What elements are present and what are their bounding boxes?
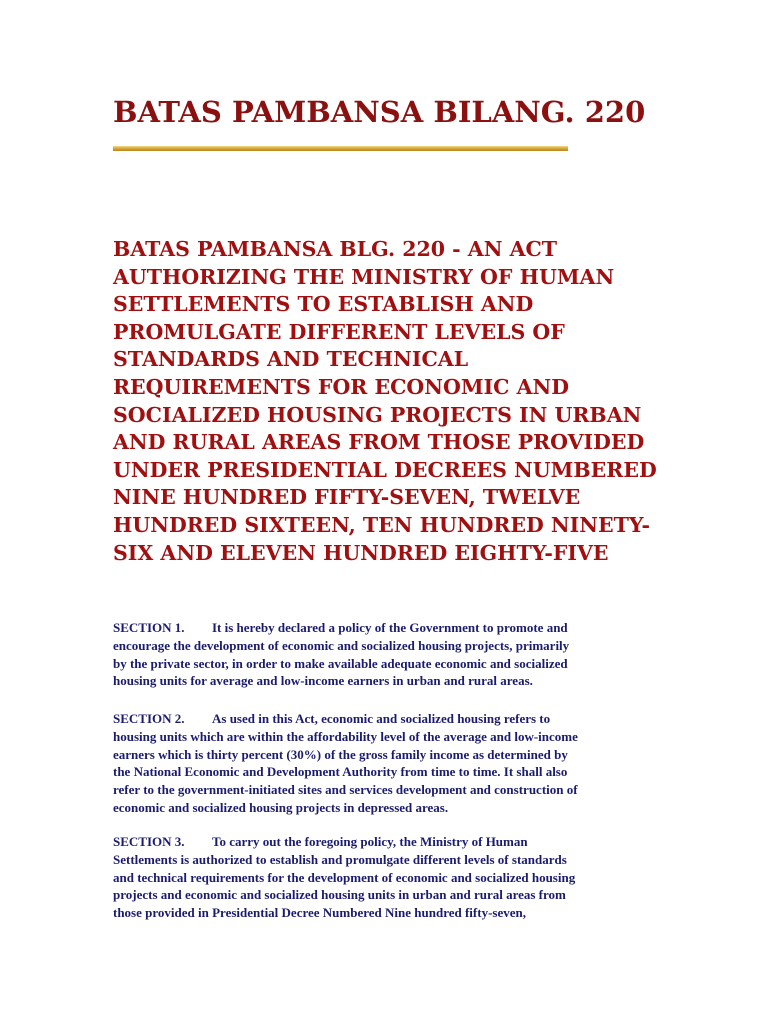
section-text: As used in this Act, economic and socialized housing refers to	[212, 711, 551, 726]
section-line: housing units for average and low-income earners in urban and rural areas.	[113, 673, 533, 689]
act-heading	[113, 236, 673, 567]
act-heading-line: UNDER PRESIDENTIAL DECREES NUMBERED	[113, 457, 657, 482]
section-line: by the private sector, in order to make available adequate economic and socialized	[113, 655, 568, 671]
section-line: projects and economic and socialized housing units in urban and rural areas from	[113, 887, 566, 903]
act-heading-line: SETTLEMENTS TO ESTABLISH AND	[113, 292, 534, 317]
act-heading-line: SOCIALIZED HOUSING PROJECTS IN URBAN	[113, 402, 642, 427]
section-text: It is hereby declared a policy of the Government to promote and	[212, 620, 568, 635]
section-first-line	[113, 833, 673, 851]
act-heading-line: STANDARDS AND TECHNICAL	[113, 347, 469, 372]
section-label: SECTION 3.	[113, 834, 185, 849]
act-heading-line: AUTHORIZING THE MINISTRY OF HUMAN	[113, 264, 615, 289]
act-heading-line: PROMULGATE DIFFERENT LEVELS OF	[113, 319, 565, 344]
section-2-paragraph	[113, 710, 673, 817]
act-heading-line: BATAS PAMBANSA BLG. 220 - AN ACT	[113, 237, 558, 261]
act-heading-line: SIX AND ELEVEN HUNDRED EIGHTY-FIVE	[113, 540, 609, 565]
section-3-paragraph	[113, 833, 673, 922]
act-heading-line: HUNDRED SIXTEEN, TEN HUNDRED NINETY-	[113, 512, 650, 537]
title-underline-rule	[113, 146, 568, 151]
section-line: earners which is thirty percent (30%) of the gross family income as determined by	[113, 746, 568, 762]
act-heading-line: REQUIREMENTS FOR ECONOMIC AND	[113, 374, 570, 399]
act-heading-line: NINE HUNDRED FIFTY-SEVEN, TWELVE	[113, 485, 581, 510]
section-line: Settlements is authorized to establish and promulgate different levels of standards	[113, 851, 567, 867]
section-line: refer to the government-initiated sites and services development and construction of	[113, 782, 578, 798]
section-line: the National Economic and Development Authority from time to time. It shall also	[113, 764, 568, 780]
section-line: those provided in Presidential Decree Numbered Nine hundred fifty-seven,	[113, 905, 526, 921]
act-heading-line: AND RURAL AREAS FROM THOSE PROVIDED	[113, 430, 645, 455]
section-line: encourage the development of economic and socialized housing projects, primarily	[113, 637, 570, 653]
section-1-paragraph	[113, 619, 673, 690]
document-title: BATAS PAMBANSA BILANG. 220	[113, 95, 646, 129]
section-label: SECTION 2.	[113, 711, 185, 726]
section-line: economic and socialized housing projects in depressed areas.	[113, 799, 449, 815]
section-line: and technical requirements for the development of economic and socialized housing	[113, 869, 576, 885]
section-text: To carry out the foregoing policy, the Ministry of Human	[212, 834, 528, 849]
section-first-line	[113, 710, 673, 728]
section-line: housing units which are within the affordability level of the average and low-income	[113, 728, 578, 744]
section-label: SECTION 1.	[113, 620, 185, 635]
section-first-line	[113, 619, 673, 637]
